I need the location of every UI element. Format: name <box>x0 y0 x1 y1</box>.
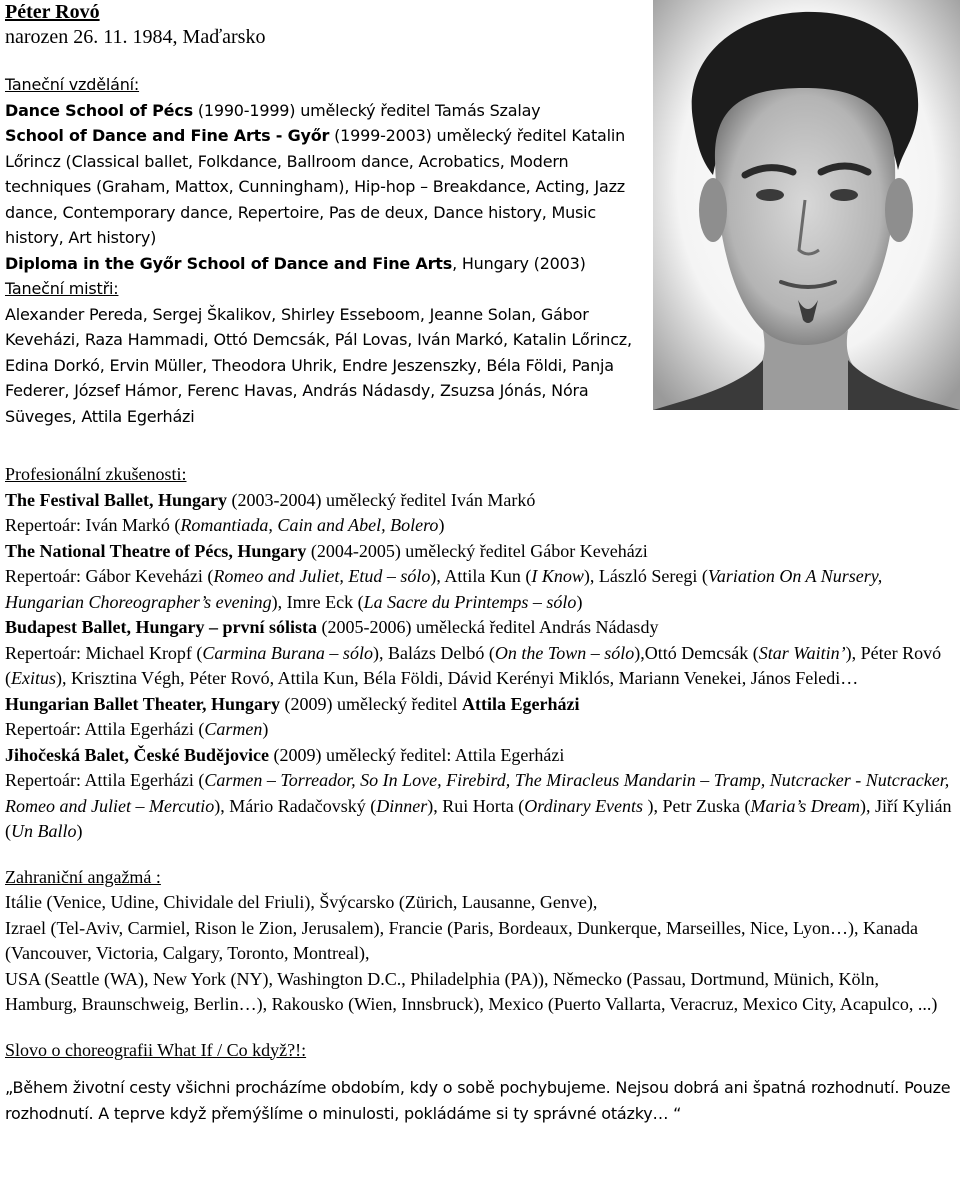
repertoire-text: ), Jiří Kylián ( <box>5 795 952 841</box>
repertoire-national-theatre <box>5 564 955 615</box>
repertoire-text: ) <box>576 591 583 612</box>
abroad-line-2: Izrael (Tel-Aviv, Carmiel, Rison le Zion, Jerusalem), Francie (Paris, Bordeaux, Dunkerque, Marseilles, Nice, Lyon…), Kanada (Vancouver, Victoria, Calgary, Toronto, Montreal), <box>5 917 918 963</box>
diploma-details: , Hungary (2003) <box>452 253 586 273</box>
experience-heading: Profesionální zkušenosti: <box>5 464 187 484</box>
repertoire-works: Romantiada, Cain and Abel, Bolero <box>180 515 439 535</box>
repertoire-text: Repertoár: Attila Egerházi ( <box>5 770 205 790</box>
abroad-line-3: USA (Seattle (WA), New York (NY), Washington D.C., Philadelphia (PA)), Německo (Passau, Dortmund, Münich, Köln, Hamburg, Braunschweig, Berlin…), Rakousko (Wien, Innsbruck), Mexico (Puerto Vallarta, Veracruz, Mexico City, Acapulco, ...) <box>5 968 938 1014</box>
portrait-image <box>653 0 960 410</box>
repertoire-festival-ballet <box>5 513 955 539</box>
abroad-heading: Zahraniční angažmá : <box>5 866 161 887</box>
education-body <box>5 98 645 277</box>
experience-section <box>5 462 955 1126</box>
repertoire-works: Variation On A Nursery, Hungarian Choreographer’s evening <box>5 566 883 612</box>
repertoire-text: Repertoár: Michael Kropf ( <box>5 642 203 663</box>
repertoire-text: ), Balázs Delbó ( <box>372 642 495 663</box>
repertoire-works: Ordinary Events <box>524 795 644 816</box>
top-section <box>5 0 955 462</box>
company-name: The Festival Ballet, Hungary <box>5 489 227 510</box>
spacer <box>5 1018 955 1038</box>
school2-details: (1999-2003) umělecký ředitel <box>329 126 567 145</box>
company-hungarian-ballet-theater <box>5 692 955 718</box>
company-jihoceska-balet <box>5 743 955 769</box>
company-details: (2004-2005) umělecký ředitel Gábor Keveházi <box>306 540 648 561</box>
repertoire-text: ) <box>438 515 445 535</box>
masters-list: Alexander Pereda, Sergej Škalikov, Shirley Esseboom, Jeanne Solan, Gábor Keveházi, Raza Hammadi, Ottó Demcsák, Pál Lovas, Iván Markó, Katalin Lőrincz, Edina Dorkó, Ervin Müller, Theodora Uhrik, Endre Jeszenszky, Béla Földi, Panja Federer, József Hámor, Ferenc Havas, András Nádasdy, Zsuzsa Jónás, Nóra Süveges, Attila Egerházi <box>5 304 632 426</box>
company-details: (2005-2006) umělecká ředitel András Nádasdy <box>317 617 659 637</box>
repertoire-works: Exitus <box>11 668 56 688</box>
person-name: Péter Rovó <box>5 1 100 23</box>
portrait-photo <box>653 0 960 410</box>
cv-page <box>5 0 955 1126</box>
education-subjects: Katalin Lőrincz (Classical ballet, Folkdance, Ballroom dance, Acrobatics, Modern techniques (Graham, Mattox, Cunningham), Hip-hop – Breakdance, Acting, Jazz dance, Contemporary dance, Repertoire, Pas de deux, Dance history, Music history, Art history) <box>5 126 626 247</box>
company-name: Budapest Ballet, Hungary – první sólista <box>5 617 318 637</box>
diploma-title: Diploma in the Győr School of Dance and Fine Arts <box>5 253 453 273</box>
choreography-quote: „Během životní cesty všichni procházíme obdobím, kdy o sobě pochybujeme. Nejsou dobrá ani špatná rozhodnutí. Pouze rozhodnutí. A teprve když přemýšlíme o minulosti, pokládáme si ty správné otázky… “ <box>5 1078 951 1123</box>
company-details: (2003-2004) umělecký ředitel Iván Markó <box>227 489 536 510</box>
company-festival-ballet <box>5 488 955 514</box>
repertoire-works: Maria’s Dream <box>750 795 861 816</box>
repertoire-text: ), Mário Radačovský ( <box>214 795 377 816</box>
repertoire-budapest-ballet <box>5 641 955 692</box>
repertoire-text: ) <box>262 719 269 739</box>
repertoire-text: ), László Seregi ( <box>583 566 708 586</box>
company-details: (2009) umělecký ředitel: Attila Egerházi <box>268 744 565 765</box>
repertoire-text: Repertoár: Gábor Keveházi ( <box>5 566 214 586</box>
repertoire-works: I Know <box>531 566 584 586</box>
company-name: Jihočeská Balet, České Budějovice <box>5 744 269 765</box>
masters-heading: Taneční mistři: <box>5 279 119 298</box>
school2-name: School of Dance and Fine Arts - Győr <box>5 126 330 145</box>
left-column <box>5 0 645 429</box>
repertoire-text: ), Attila Kun ( <box>430 566 532 586</box>
repertoire-text: ), Petr Zuska ( <box>643 795 751 816</box>
repertoire-text: ) <box>76 821 83 841</box>
repertoire-works: Star Waitin’ <box>758 642 846 663</box>
spacer <box>5 1063 955 1075</box>
company-national-theatre <box>5 539 955 565</box>
repertoire-hungarian-ballet-theater <box>5 717 955 743</box>
repertoire-works: Dinner <box>376 795 428 816</box>
repertoire-jihoceska-balet <box>5 768 955 845</box>
company-name: The National Theatre of Pécs, Hungary <box>5 540 307 561</box>
school1-name: Dance School of Pécs <box>5 100 193 120</box>
repertoire-text: ), Imre Eck ( <box>271 591 364 612</box>
education-heading: Taneční vzdělání: <box>5 75 140 94</box>
repertoire-works: Carmen – Torreador, So In Love, Firebird, The Miracleus Mandarin – Tramp, Nutcracker - Nutcracker, Romeo and Juliet – Mercutio <box>5 770 950 816</box>
repertoire-works: La Sacre du Printemps – sólo <box>363 591 577 612</box>
abroad-line-1: Itálie (Venice, Udine, Chividale del Friuli), Švýcarsko (Zürich, Lausanne, Genve), <box>5 892 598 912</box>
spacer <box>5 845 955 865</box>
company-budapest-ballet <box>5 615 955 641</box>
repertoire-works: Carmina Burana – sólo <box>202 642 373 663</box>
repertoire-text: Repertoár: Attila Egerházi ( <box>5 719 205 739</box>
birth-info: narozen 26. 11. 1984, Maďarsko <box>5 26 266 48</box>
director-name: Attila Egerházi <box>461 693 580 714</box>
repertoire-text: ), Krisztina Végh, Péter Rovó, Attila Kun, Béla Földi, Dávid Kerényi Miklós, Mariann Venekei, János Feledi… <box>56 668 859 688</box>
repertoire-text: ),Ottó Demcsák ( <box>634 642 759 663</box>
repertoire-text: Repertoár: Iván Markó ( <box>5 515 181 535</box>
choreography-heading: Slovo o choreografii What If / Co když?!: <box>5 1039 307 1060</box>
company-name: Hungarian Ballet Theater, Hungary <box>5 693 281 714</box>
school1-details: (1990-1999) umělecký ředitel Tamás Szalay <box>192 100 541 120</box>
company-details: (2009) umělecký ředitel <box>280 693 462 714</box>
repertoire-works: Romeo and Juliet, Etud – sólo <box>213 566 431 586</box>
repertoire-works: Carmen <box>204 719 263 739</box>
repertoire-text: ), Rui Horta ( <box>427 795 525 816</box>
repertoire-text: ), Péter Rovó ( <box>5 642 942 688</box>
repertoire-works: Un Ballo <box>11 821 77 841</box>
repertoire-works: On the Town – sólo <box>494 642 635 663</box>
